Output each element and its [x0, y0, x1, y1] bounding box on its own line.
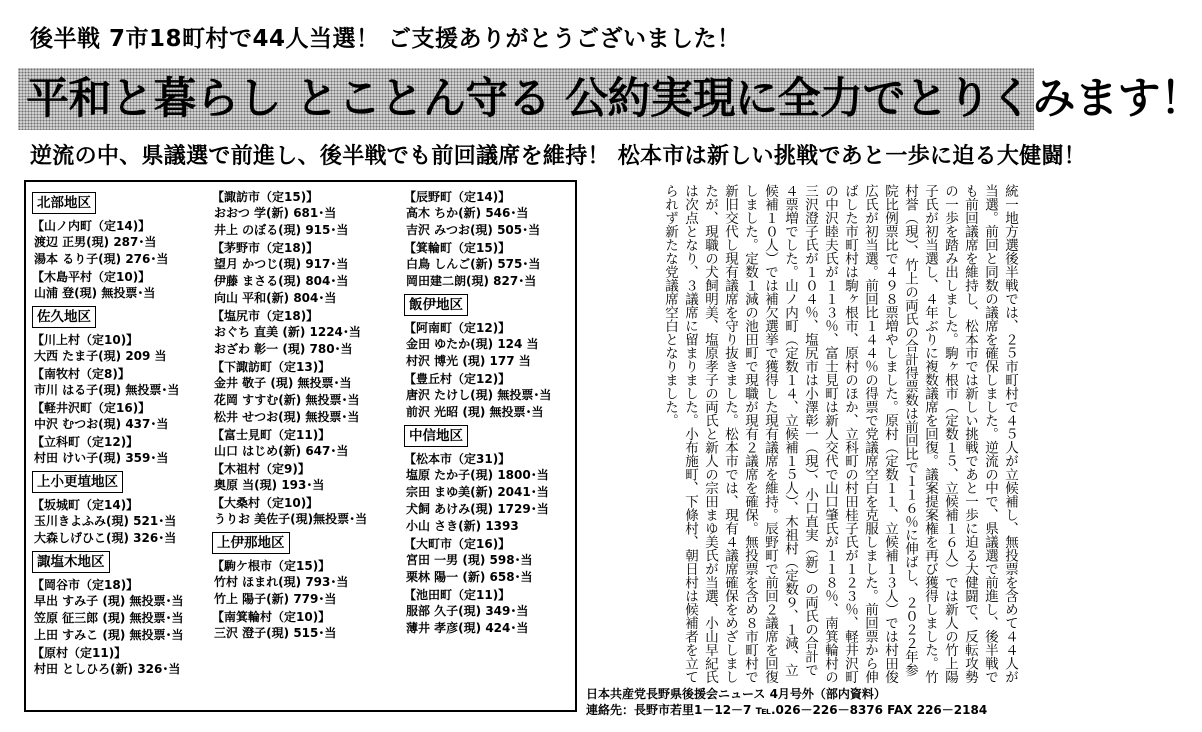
candidate-result: 薄井 孝彦(現) 424･当: [406, 621, 529, 635]
municipality-heading: 【原村（定11)】: [32, 646, 127, 660]
candidate-result: 渡辺 正男(現) 287･当: [34, 235, 157, 249]
candidate-result: 服部 久子(現) 349･当: [406, 604, 529, 618]
candidate-result: 竹上 陽子(新) 779･当: [214, 592, 337, 606]
candidate-result: 村沢 博光 (現) 177 当: [406, 354, 531, 368]
candidate-result: うりお 美佐子(現)無投票･当: [214, 512, 368, 526]
results-column-2: [212, 188, 404, 642]
municipality-heading: 【山ノ内町（定14)】: [32, 219, 151, 233]
municipality-heading: 【豊丘村（定12)】: [404, 372, 511, 386]
candidate-result: 高木 ちか(新) 546･当: [406, 206, 529, 220]
candidate-result: 村田 としひろ(新) 326･当: [34, 662, 181, 676]
region-heading: 中信地区: [404, 425, 468, 447]
municipality-heading: 【大町市（定16)】: [404, 537, 511, 551]
candidate-result: おおつ 学(新) 681･当: [214, 206, 337, 220]
candidate-result: 宮田 一男 (現) 598･当: [406, 553, 533, 567]
municipality-heading: 【南箕輪村（定10)】: [212, 610, 331, 624]
candidate-result: 三沢 澄子(現) 515･当: [214, 626, 337, 640]
region-heading-wrap: [212, 528, 404, 557]
region-heading: 飯伊地区: [404, 294, 468, 316]
municipality-heading: 【茅野市（定18)】: [212, 241, 319, 255]
candidate-result: 岡田建二朗(現) 827･当: [406, 274, 537, 288]
article-text: 統一地方選後半戦では、２５市町村で４５人が立候補し、無投票を含めて４４人が当選。前回と同数の議席を確保しました。逆流の中で、県議選で前進し、後半戦でも前回議席を維持し、松本市では新しい挑戦であと一歩に迫る大健闘で、反転攻勢の一歩を踏み出しました。駒ヶ根市（定数１５、立候補１６人）では新人の竹上陽子氏が初当選し、４年ぶりに複数議席を回復。議案提案権を再び獲得しました。竹村誉（現）、竹上の両氏の合計得票数は前回比で１１６％に伸ばし、２０２２年参院比例票比で４９８票増やしました。原村（定数１１、立候補１３人）では村田俊広氏が初当選。前回比１４４％の得票で党議席空白を克服しました。前回票から伸ばした市町村は駒ヶ根市、原村のほか、立科町の村田桂子氏が１２３％、軽井沢町の中沢睦夫氏が１１３％、富士見町は新人交代で山口肇氏が１１８％、南箕輪村の三沢澄子氏が１０４％、塩尻市は小澤彰一（現）、小口直実（新）の両氏の合計で４票増でした。山ノ内町（定数１４、立候補１５人）、木祖村（定数９、１減、立候補１０人）では補欠選挙で獲得した現有議席を維持。辰野町で前回２議席を回復しました。定数１減の池田町で現職が現有２議席を確保。無投票を含め８市町村で新旧交代し現有議席を守り抜きました。松本市では、現有４議席確保をめざしましたが、現職の犬飼明美、塩原孝子の両氏と新人の宗田まゆ美氏が当選、小山早紀氏は次点となり、３議席に留まりました。小布施町、下條村、朝日村は候補者を立てられず新たな党議席空白となりました。: [662, 184, 1018, 684]
candidate-result: 井上 のぼる(現) 915･当: [214, 223, 349, 237]
candidate-result: 大西 たま子(現) 209 当: [34, 349, 167, 363]
candidate-result: 市川 はる子(現) 無投票･当: [34, 383, 180, 397]
region-heading-wrap: [404, 421, 576, 450]
region-heading: 上小更埴地区: [32, 471, 123, 493]
slogan-banner: [18, 68, 1202, 130]
results-column-1: [32, 188, 212, 678]
candidate-result: おぐち 直美 (新) 1224･当: [214, 325, 361, 339]
candidate-result: 山口 はじめ(新) 647･当: [214, 444, 349, 458]
municipality-heading: 【川上村（定10)】: [32, 333, 139, 347]
candidate-result: 宗田 まゆ美(新) 2041･当: [406, 485, 549, 499]
region-heading-wrap: [404, 290, 576, 319]
candidate-result: 湯本 るり子(現) 276･当: [34, 252, 169, 266]
candidate-result: 白鳥 しんご(新) 575･当: [406, 257, 541, 271]
region-heading-wrap: [32, 547, 212, 576]
region-heading: 北部地区: [32, 192, 96, 214]
municipality-heading: 【立科町（定12)】: [32, 435, 139, 449]
candidate-result: 上田 すみこ (現) 無投票･当: [34, 628, 184, 642]
candidate-result: 金田 ゆたか(現) 124 当: [406, 337, 539, 351]
municipality-heading: 【木祖村（定9)】: [212, 462, 310, 476]
municipality-heading: 【阿南町（定12)】: [404, 321, 511, 335]
candidate-result: 奥原 当(現) 193･当: [214, 478, 325, 492]
candidate-result: 前沢 光昭 (現) 無投票･当: [406, 405, 544, 419]
candidate-result: 大森しげひこ(現) 326･当: [34, 531, 177, 545]
candidate-result: 伊藤 まさる(現) 804･当: [214, 274, 349, 288]
candidate-result: 唐沢 たけし(現) 無投票･当: [406, 388, 552, 402]
candidate-result: 村田 けい子(現) 359･当: [34, 451, 169, 465]
candidate-result: 山浦 登(現) 無投票･当: [34, 286, 156, 300]
municipality-heading: 【坂城町（定14)】: [32, 498, 139, 512]
region-heading: 佐久地区: [32, 306, 96, 328]
municipality-heading: 【大桑村（定10)】: [212, 496, 319, 510]
candidate-result: 早出 すみ子 (現) 無投票･当: [34, 594, 184, 608]
slogan-text: 平和と暮らし とことん守る 公約実現に全力でとりくみます！: [26, 74, 1202, 124]
candidate-result: 金井 敬子 (現) 無投票･当: [214, 376, 352, 390]
candidate-result: 小山 さき(新) 1393: [406, 519, 519, 533]
headline-results: 後半戦 7市18町村で44人当選！ ご支援ありがとうございました！: [30, 26, 741, 52]
election-results-box: [24, 180, 577, 712]
candidate-result: 吉沢 みつお(現) 505･当: [406, 223, 541, 237]
municipality-heading: 【塩尻市（定18)】: [212, 309, 319, 323]
candidate-result: 花岡 すすむ(新) 無投票･当: [214, 393, 360, 407]
article-body: [584, 184, 1020, 684]
candidate-result: 中沢 むつお(現) 437･当: [34, 417, 169, 431]
region-heading-wrap: [32, 467, 212, 496]
municipality-heading: 【下諏訪町（定13)】: [212, 360, 331, 374]
municipality-heading: 【諏訪市（定15)】: [212, 190, 319, 204]
municipality-heading: 【箕輪町（定15)】: [404, 241, 511, 255]
municipality-heading: 【池田町（定11)】: [404, 588, 511, 602]
municipality-heading: 【木島平村（定10)】: [32, 270, 151, 284]
candidate-result: 笠原 征三郎 (現) 無投票･当: [34, 611, 184, 625]
candidate-result: 望月 かつじ(現) 917･当: [214, 257, 349, 271]
municipality-heading: 【富士見町（定11)】: [212, 428, 331, 442]
municipality-heading: 【駒ケ根市（定15)】: [212, 559, 331, 573]
municipality-heading: 【辰野町（定14)】: [404, 190, 511, 204]
candidate-result: 塩原 たか子(現) 1800･当: [406, 468, 549, 482]
candidate-result: 玉川きよふみ(現) 521･当: [34, 514, 177, 528]
region-heading-wrap: [32, 188, 212, 217]
footer-contact: 連絡先：長野市若里1－12－7 ℡.026－226－8376 FAX 226－2184: [586, 703, 988, 717]
municipality-heading: 【南牧村（定8)】: [32, 367, 130, 381]
footer-publication: 日本共産党長野県後援会ニュース 4月号外（部内資料）: [586, 687, 886, 701]
municipality-heading: 【岡谷市（定18)】: [32, 578, 139, 592]
candidate-result: 向山 平和(新) 804･当: [214, 291, 337, 305]
footer: [586, 686, 1036, 718]
candidate-result: 竹村 ほまれ(現) 793･当: [214, 575, 349, 589]
results-column-3: [404, 188, 576, 637]
candidate-result: 犬飼 あけみ(現) 1729･当: [406, 502, 549, 516]
subheadline: 逆流の中、県議選で前進し、後半戦でも前回議席を維持！ 松本市は新しい挑戦であと一歩に迫る大健闘！: [30, 144, 1087, 169]
region-heading-wrap: [32, 302, 212, 331]
candidate-result: 松井 せつお(現) 無投票･当: [214, 410, 360, 424]
candidate-result: 栗林 陽一 (新) 658･当: [406, 570, 533, 584]
municipality-heading: 【軽井沢町（定16)】: [32, 401, 151, 415]
region-heading: 諏塩木地区: [32, 551, 110, 573]
candidate-result: おざわ 彰一 (現) 780･当: [214, 342, 353, 356]
municipality-heading: 【松本市（定31)】: [404, 452, 511, 466]
region-heading: 上伊那地区: [212, 532, 290, 554]
